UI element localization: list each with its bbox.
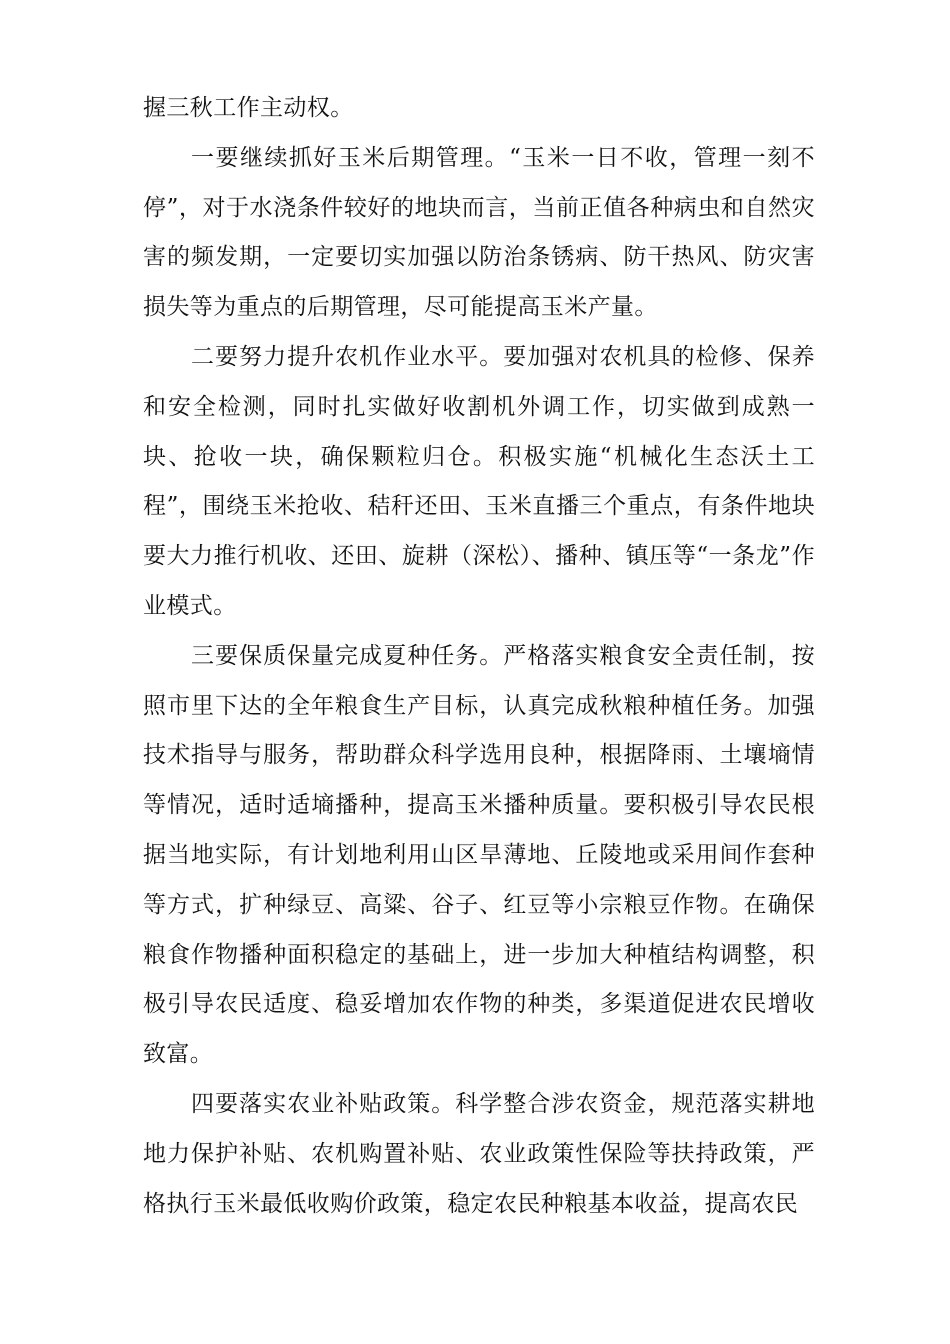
paragraph-machinery: 二要努力提升农机作业水平。要加强对农机具的检修、保养和安全检测，同时扎实做好收割机外调工作，切实做到成熟一块、抢收一块，确保颗粒归仓。积极实施“机械化生态沃土工程”，围绕玉米抢收、秸秆还田、玉米直播三个重点，有条件地块要大力推行机收、还田、旋耕（深松）、播种、镇压等“一条龙”作业模式。 — [143, 343, 815, 619]
paragraph-continuation: 握三秋工作主动权。 — [143, 95, 354, 121]
paragraph-summer-planting: 三要保质保量完成夏种任务。严格落实粮食安全责任制，按照市里下达的全年粮食生产目标，认真完成秋粮种植任务。加强技术指导与服务，帮助群众科学选用良种，根据降雨、土壤墒情等情况，适时适墒播种，提高玉米播种质量。要积极引导农民根据当地实际，有计划地利用山区旱薄地、丘陵地或采用间作套种等方式，扩种绿豆、高粱、谷子、红豆等小宗粮豆作物。在确保粮食作物播种面积稳定的基础上，进一步加大种植结构调整，积极引导农民适度、稳妥增加农作物的种类，多渠道促进农民增收致富。 — [143, 642, 815, 1068]
paragraph-subsidy-policy: 四要落实农业补贴政策。科学整合涉农资金，规范落实耕地地力保护补贴、农机购置补贴、农业政策性保险等扶持政策，严格执行玉米最低收购价政策，稳定农民种粮基本收益，提高农民 — [143, 1090, 815, 1217]
document-body — [143, 84, 815, 1229]
paragraph-corn-management: 一要继续抓好玉米后期管理。“玉米一日不收，管理一刻不停”，对于水浇条件较好的地块而言，当前正值各种病虫和自然灾害的频发期，一定要切实加强以防治条锈病、防干热风、防灾害损失等为重点的后期管理，尽可能提高玉米产量。 — [143, 144, 815, 321]
